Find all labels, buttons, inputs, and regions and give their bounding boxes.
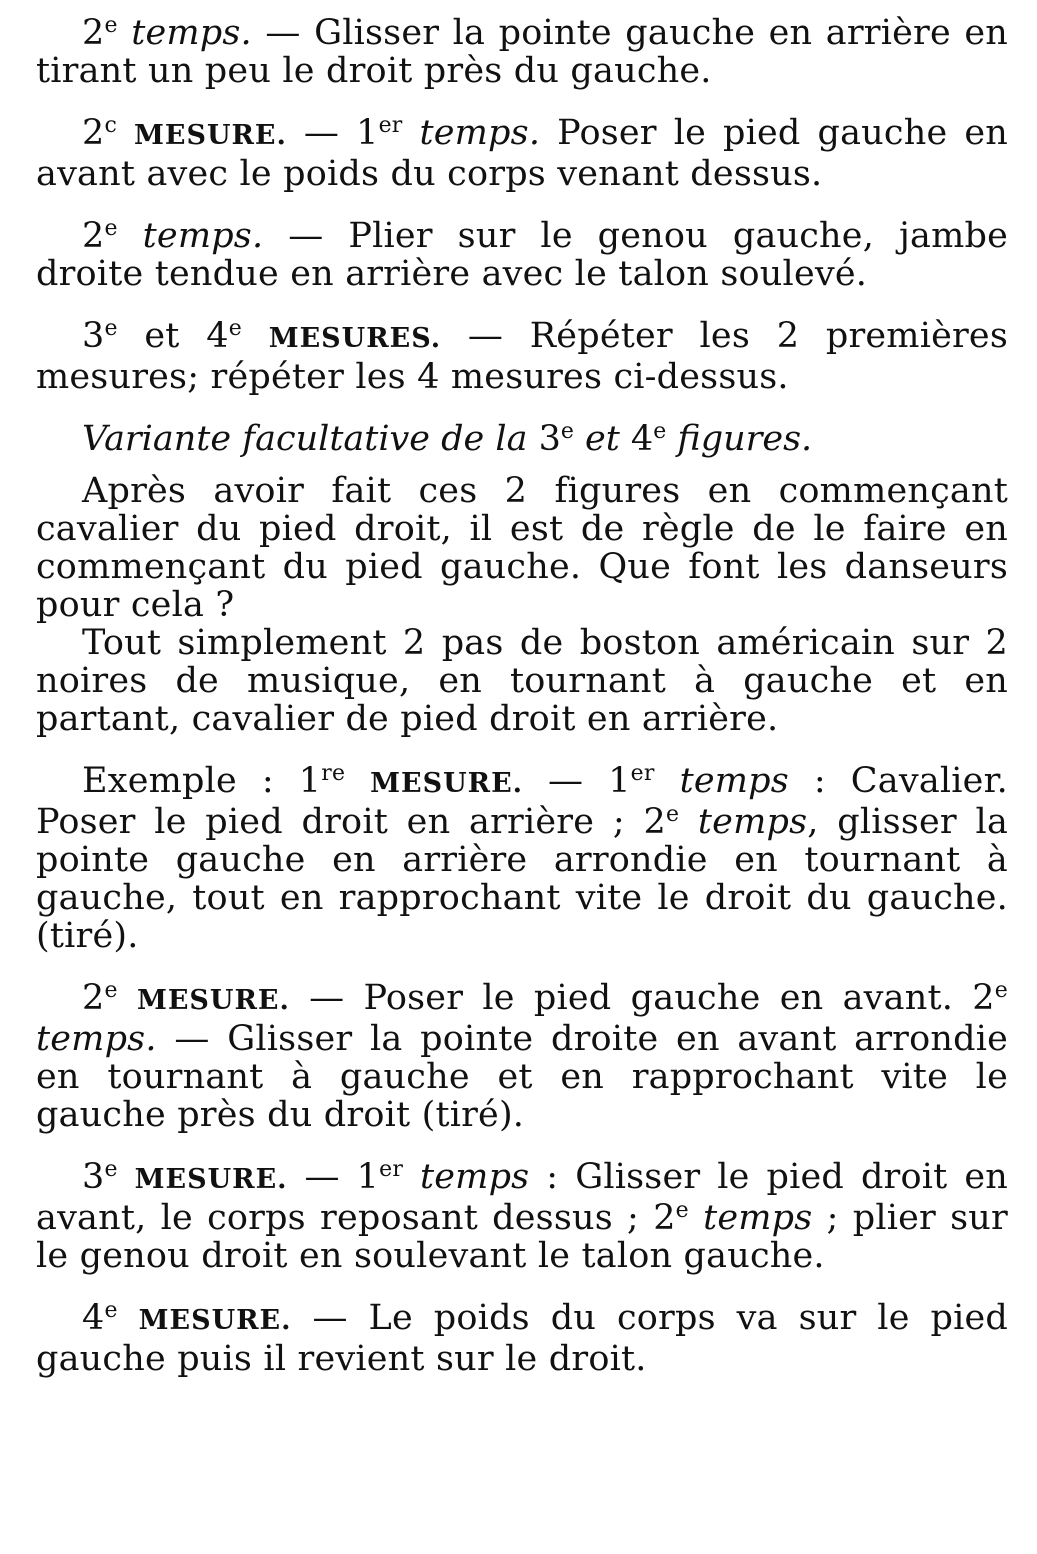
superscript: e bbox=[104, 216, 118, 241]
temps-label: temps. bbox=[142, 216, 264, 256]
temps-label: temps. bbox=[419, 113, 541, 153]
document-page bbox=[36, 14, 1008, 1378]
number: 1 bbox=[298, 761, 322, 801]
number: 1 bbox=[356, 113, 379, 153]
paragraph-text: Poser le pied gauche en avant. bbox=[363, 978, 973, 1018]
paragraph-text: Plier sur le genou gauche, jambe droite tendue en arrière avec le talon soulevé. bbox=[36, 216, 1008, 294]
dash: — bbox=[291, 1298, 369, 1338]
temps-label: temps bbox=[420, 1157, 530, 1197]
temps-label: temps bbox=[697, 802, 808, 842]
dash: — bbox=[289, 978, 364, 1018]
temps-label: temps. bbox=[36, 1019, 157, 1059]
superscript: e bbox=[675, 1198, 689, 1223]
number: 2 bbox=[972, 978, 995, 1018]
mesure-label: MESURE. bbox=[370, 768, 524, 799]
number: 2 bbox=[82, 216, 105, 256]
temps-label: temps. bbox=[131, 13, 252, 53]
number: 4 bbox=[630, 419, 654, 459]
superscript: e bbox=[104, 316, 118, 341]
superscript: c bbox=[104, 113, 117, 138]
paragraph-exemple bbox=[36, 762, 1008, 955]
number: 3 bbox=[538, 419, 561, 459]
mesure-label: MESURE. bbox=[133, 120, 287, 151]
dash: — bbox=[286, 113, 357, 153]
example-lead: Exemple : bbox=[82, 761, 299, 801]
superscript: e bbox=[104, 1157, 118, 1182]
paragraph-2e-temps-2 bbox=[36, 217, 1008, 293]
superscript: er bbox=[630, 761, 655, 786]
heading-text: Variante facultative de la bbox=[82, 419, 539, 459]
paragraph-text: ; plier sur le genou droit en soulevant le talon gauche. bbox=[36, 1198, 1008, 1276]
paragraph-text: Glisser la pointe droite en avant arrondie en tournant à gauche et en rapprochant vite le gauche près du droit (tiré). bbox=[36, 1019, 1008, 1135]
heading-text: et bbox=[573, 419, 631, 459]
superscript: e bbox=[560, 419, 574, 444]
paragraph-2c-mesure bbox=[36, 114, 1008, 193]
paragraph-2e-temps-1 bbox=[36, 14, 1008, 90]
dash: — bbox=[523, 761, 609, 801]
paragraph-4e-mesure bbox=[36, 1299, 1008, 1378]
superscript: re bbox=[321, 761, 346, 786]
superscript: er bbox=[379, 1157, 404, 1182]
number: 4 bbox=[82, 1298, 105, 1338]
mesure-label: MESURE. bbox=[138, 1305, 292, 1336]
temps-label: temps bbox=[703, 1198, 813, 1238]
paragraph-3e-4e-mesures bbox=[36, 317, 1008, 396]
number: 3 bbox=[82, 316, 105, 356]
mesure-label: MESURE. bbox=[134, 1164, 288, 1195]
paragraph-text: Poser le pied gauche en avant avec le poids du corps venant dessus. bbox=[36, 113, 1009, 194]
dash: — bbox=[156, 1019, 228, 1059]
paragraph-apres-avoir: Après avoir fait ces 2 figures en commençant cavalier du pied droit, il est de règle de le faire en commençant du pied gauche. Que font les danseurs pour cela ? bbox=[36, 471, 1008, 625]
paragraph-2e-mesure bbox=[36, 979, 1008, 1134]
superscript: e bbox=[994, 978, 1008, 1003]
variant-heading bbox=[36, 420, 1008, 458]
paragraph-text: : Cavalier. Poser le pied droit en arrière ; bbox=[36, 761, 1008, 842]
heading-text: figures. bbox=[666, 419, 813, 459]
number: 2 bbox=[82, 113, 105, 153]
superscript: e bbox=[104, 1298, 118, 1323]
number: 2 bbox=[643, 802, 666, 842]
number: 3 bbox=[82, 1157, 105, 1197]
superscript: e bbox=[228, 316, 242, 341]
paragraph-text: : Glisser le pied droit en avant, le corps reposant dessus ; bbox=[36, 1157, 1008, 1238]
superscript: e bbox=[665, 802, 680, 827]
dash: — bbox=[263, 216, 349, 256]
conjunction: et bbox=[117, 316, 207, 356]
paragraph-text: Répéter les 2 premières mesures; répéter les 4 mesures ci-dessus. bbox=[36, 316, 1009, 397]
number: 4 bbox=[206, 316, 229, 356]
paragraph-3e-mesure bbox=[36, 1158, 1008, 1275]
paragraph-text: Le poids du corps va sur le pied gauche puis il revient sur le droit. bbox=[36, 1298, 1009, 1379]
dash: — bbox=[441, 316, 530, 356]
paragraph-text: , glisser la pointe gauche en arrière arrondie en tournant à gauche, tout en rapprochant vite le droit du gauche. (tiré). bbox=[36, 802, 1009, 956]
number: 2 bbox=[82, 978, 105, 1018]
number: 2 bbox=[653, 1198, 676, 1238]
number: 1 bbox=[608, 761, 631, 801]
superscript: e bbox=[104, 978, 118, 1003]
superscript: e bbox=[653, 419, 667, 444]
mesure-label: MESURES. bbox=[268, 323, 442, 354]
superscript: e bbox=[104, 13, 118, 38]
paragraph-tout-simplement: Tout simplement 2 pas de boston américain sur 2 noires de musique, en tournant à gauche et en partant, cavalier de pied droit en arrière. bbox=[36, 623, 1008, 739]
dash: — bbox=[287, 1157, 357, 1197]
dash: — bbox=[251, 13, 315, 53]
temps-label: temps bbox=[679, 761, 789, 801]
mesure-label: MESURE. bbox=[136, 985, 290, 1016]
superscript: er bbox=[378, 113, 403, 138]
number: 2 bbox=[82, 13, 105, 53]
number: 1 bbox=[356, 1157, 380, 1197]
paragraph-text: Glisser la pointe gauche en arrière en tirant un peu le droit près du gauche. bbox=[36, 13, 1009, 91]
